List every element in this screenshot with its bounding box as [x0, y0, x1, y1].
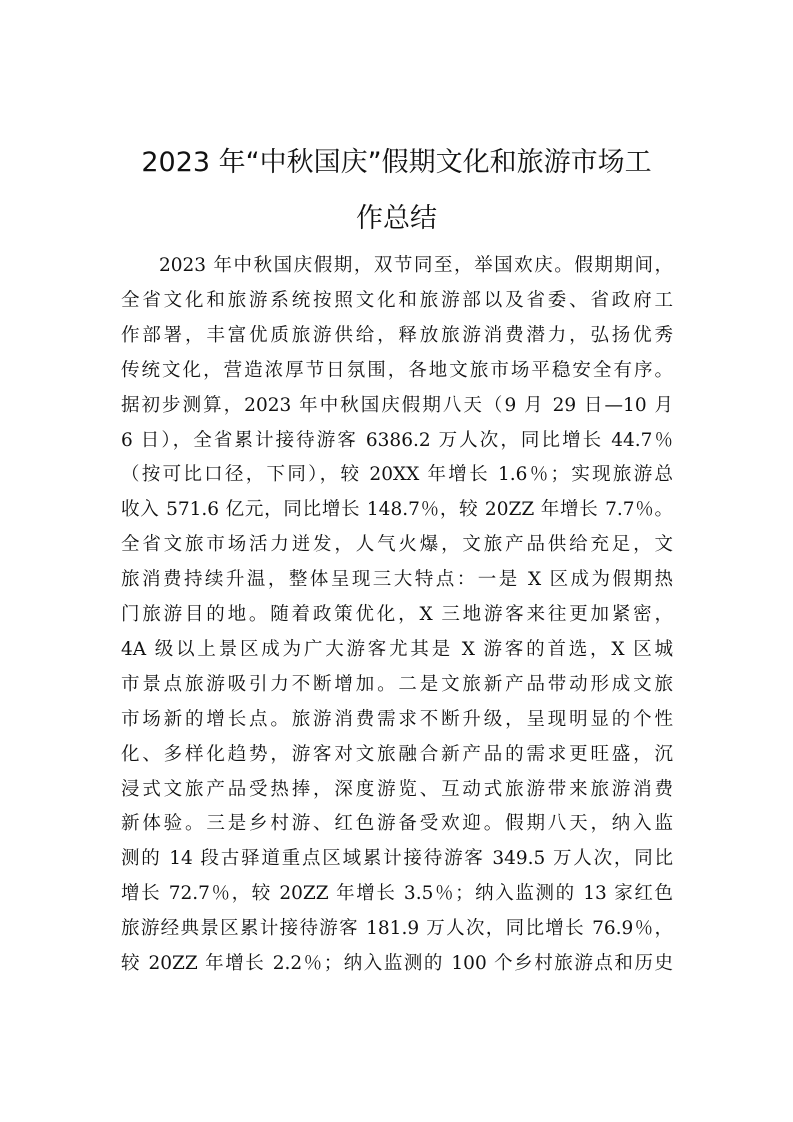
body-line: 全省文旅市场活力迸发，人气火爆，文旅产品供给充足，文 [121, 534, 673, 556]
body-line: 2023 年中秋国庆假期，双节同至，举国欢庆。假期期间， [159, 255, 673, 276]
body-line: 新体验。三是乡村游、红色游备受欢迎。假期八天，纳入监 [121, 813, 673, 835]
document-title-line-2: 作总结 [356, 203, 437, 234]
body-line: 传统文化，营造浓厚节日氛围，各地文旅市场平稳安全有序。 [121, 359, 673, 381]
body-line: 收入 571.6 亿元，同比增长 148.7％，较 20ZZ 年增长 7.7％。 [121, 499, 673, 521]
document-title-line-1: 2023 年“中秋国庆”假期文化和旅游市场工 [141, 147, 652, 178]
body-line: 旅消费持续升温，整体呈现三大特点：一是 X 区成为假期热 [121, 569, 673, 591]
body-line: 6 日），全省累计接待游客 6386.2 万人次，同比增长 44.7％ [121, 429, 673, 451]
body-line: 据初步测算，2023 年中秋国庆假期八天（9 月 29 日—10 月 [121, 394, 673, 416]
body-line: 全省文化和旅游系统按照文化和旅游部以及省委、省政府工 [121, 289, 673, 311]
body-line: 市景点旅游吸引力不断增加。二是文旅新产品带动形成文旅 [121, 673, 673, 695]
body-line: 浸式文旅产品受热捧，深度游览、互动式旅游带来旅游消费 [121, 778, 673, 800]
body-line: 较 20ZZ 年增长 2.2％；纳入监测的 100 个乡村旅游点和历史 [121, 953, 673, 974]
body-line: （按可比口径，下同），较 20XX 年增长 1.6％；实现旅游总 [121, 464, 673, 486]
body-line: 作部署，丰富优质旅游供给，释放旅游消费潜力，弘扬优秀 [121, 324, 673, 346]
body-line: 测的 14 段古驿道重点区域累计接待游客 349.5 万人次，同比 [121, 848, 673, 870]
body-line: 旅游经典景区累计接待游客 181.9 万人次，同比增长 76.9％， [121, 918, 673, 940]
body-line: 市场新的增长点。旅游消费需求不断升级，呈现明显的个性 [121, 708, 673, 730]
body-line: 增长 72.7％，较 20ZZ 年增长 3.5％；纳入监测的 13 家红色 [121, 883, 673, 905]
body-line: 门旅游目的地。随着政策优化，X 三地游客来往更加紧密， [121, 604, 673, 625]
body-line: 4A 级以上景区成为广大游客尤其是 X 游客的首选，X 区城 [121, 638, 673, 660]
body-line: 化、多样化趋势，游客对文旅融合新产品的需求更旺盛，沉 [121, 743, 673, 765]
